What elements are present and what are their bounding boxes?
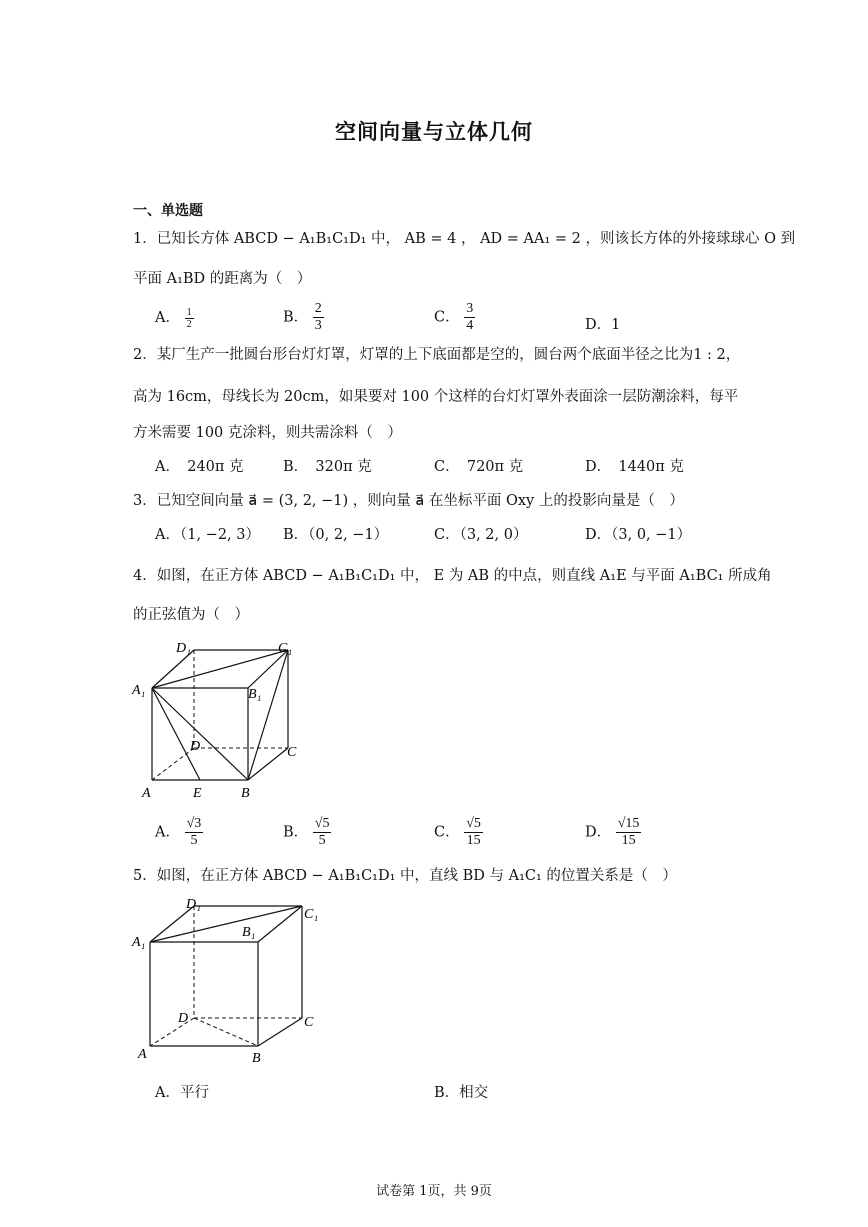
q4-option-b: B． $\frac{√5}{5}$ xyxy=(283,816,330,848)
label-A: A xyxy=(142,786,151,801)
label-B1: B₁ xyxy=(242,925,256,940)
section-heading: 一、单选题 xyxy=(133,203,203,219)
q1-option-c: C． $\frac{3}{4}$ xyxy=(434,301,474,333)
q4-option-a: A． $\frac{√3}{5}$ xyxy=(155,816,202,848)
q1-option-d: D．1 xyxy=(585,317,621,333)
q4-option-d: D． $\frac{√15}{15}$ xyxy=(585,816,640,848)
label-B1: B₁ xyxy=(248,687,262,702)
q3-option-d: D．（3, 0, −1） xyxy=(585,527,692,543)
label-B: B xyxy=(241,786,250,801)
label-C: C xyxy=(304,1015,314,1030)
q2-option-d: D． 1440π 克 xyxy=(585,459,684,475)
q4-cube-figure xyxy=(130,632,310,802)
q2-line2: 高为 16cm，母线长为 20cm，如果要对 100 个这样的台灯灯罩外表面涂一层防潮涂料，每平 xyxy=(133,389,739,405)
q3-option-b: B．（0, 2, −1） xyxy=(283,527,389,543)
label-D1: D₁ xyxy=(186,897,201,912)
q5-cube-figure xyxy=(130,892,330,1072)
q2-line3: 方米需要 100 克涂料，则共需涂料（ ） xyxy=(133,425,402,441)
label-D1: D₁ xyxy=(176,641,191,656)
label-A1: A₁ xyxy=(132,683,146,698)
q1-line2: 平面 A₁BD 的距离为（ ） xyxy=(133,271,312,287)
q3-option-a: A．（1, −2, 3） xyxy=(155,527,260,543)
q2-option-a: A． 240π 克 xyxy=(155,459,244,475)
q3-line1: 3．已知空间向量 a⃗ = (3, 2, −1) ，则向量 a⃗ 在坐标平面 Oxy 上的投影向量是（ ） xyxy=(133,493,684,509)
q3-option-c: C．（3, 2, 0） xyxy=(434,527,528,543)
q5-option-a: A．平行 xyxy=(155,1085,209,1101)
label-C1: C₁ xyxy=(278,641,293,656)
label-D: D xyxy=(190,739,201,754)
q5-option-b: B．相交 xyxy=(434,1085,489,1101)
q1-line1: 1．已知长方体 ABCD − A₁B₁C₁D₁ 中， AB = 4 ， AD = AA₁ = 2 ，则该长方体的外接球球心 O 到 xyxy=(133,231,796,247)
q2-option-b: B． 320π 克 xyxy=(283,459,372,475)
label-E: E xyxy=(193,786,202,801)
label-A: A xyxy=(138,1047,147,1062)
page-title: 空间向量与立体几何 xyxy=(335,120,533,144)
label-A1: A₁ xyxy=(132,935,146,950)
q4-line1: 4．如图，在正方体 ABCD − A₁B₁C₁D₁ 中， E 为 AB 的中点，则直线 A₁E 与平面 A₁BC₁ 所成角 xyxy=(133,568,772,584)
label-D: D xyxy=(178,1011,189,1026)
q1-option-a: A． $\frac{1}{2}$ xyxy=(155,306,192,330)
q2-line1: 2．某厂生产一批圆台形台灯灯罩，灯罩的上下底面都是空的，圆台两个底面半径之比为1 : 2， xyxy=(133,347,741,363)
q2-option-c: C． 720π 克 xyxy=(434,459,524,475)
label-C: C xyxy=(287,745,297,760)
page-footer: 试卷第 1页，共 9页 xyxy=(376,1184,492,1199)
q4-line2: 的正弦值为（ ） xyxy=(133,607,249,623)
q4-option-c: C． $\frac{√5}{15}$ xyxy=(434,816,481,848)
label-B: B xyxy=(252,1051,261,1066)
q5-line1: 5．如图，在正方体 ABCD − A₁B₁C₁D₁ 中，直线 BD 与 A₁C₁ 的位置关系是（ ） xyxy=(133,868,677,884)
q1-option-b: B． $\frac{2}{3}$ xyxy=(283,301,322,333)
label-C1: C₁ xyxy=(304,907,319,922)
